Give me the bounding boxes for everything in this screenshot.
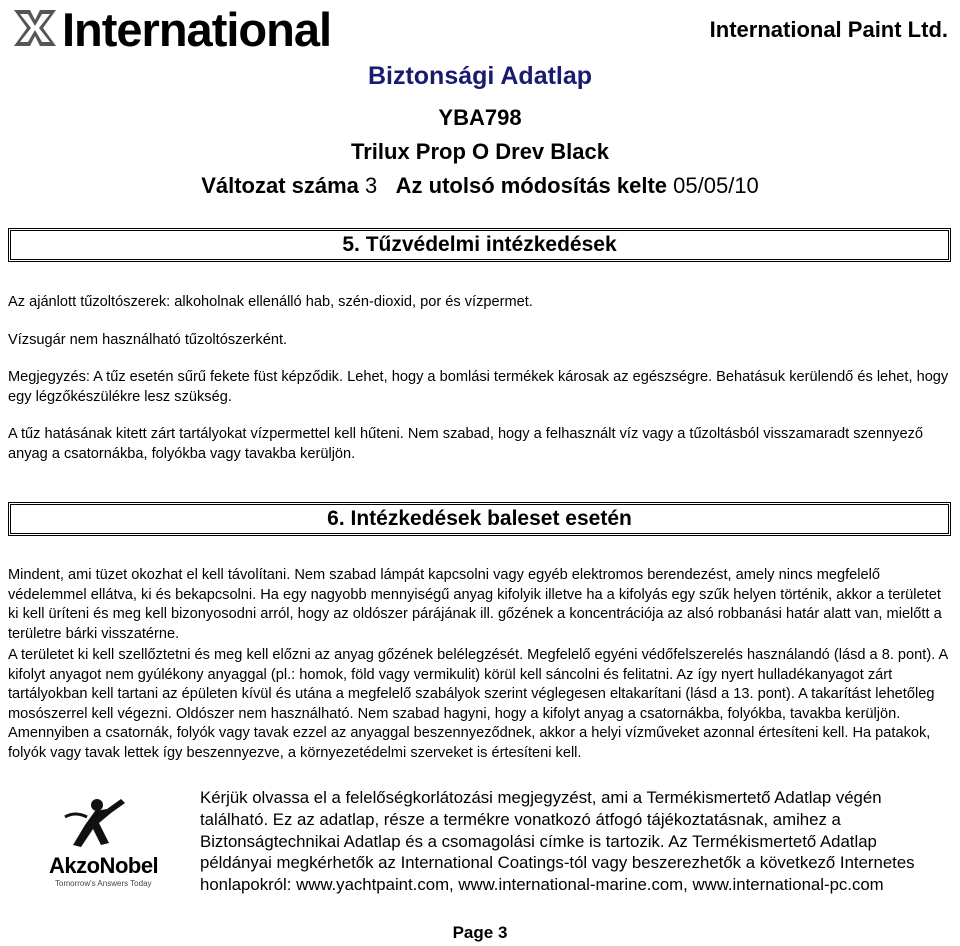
akzonobel-figure-icon xyxy=(55,795,135,850)
section-6-paragraph: A területet ki kell szellőztetni és meg kell előzni az anyag gőzének belélegzését. Megfelelő egyéni védőfelszerelés használandó (lásd a 8. pont). A kifolyt anyagot nem gyúlékony anyaggal (pl.: homok, föld vagy vermikulit) körül kell sáncolni és felitatni. Az így nyert hulladékanyagot zárt tartályokban kell tartani az épületen kívül és utána a megfelelő szabályok szerint véglegesen eltakarítani (lásd a 13. pont). A takarítást lehetőleg mosószerrel kell végezni. Oldószer nem használható. Nem szabad hagyni, hogy a kifolyt anyag a csatornákba, folyókba, tavakba kerüljön. Amennyiben a csatornák, folyók vagy tavak ezzel az anyaggal beszennyeződnek, akkor a helyi vízműveket azonnal értesíteni kell. Ha patakok, folyók vagy tavak lettek így beszennyezve, a környezetédelmi szerveket is értesíteni kell. xyxy=(8,647,948,761)
section-6-heading: 6. Intézkedések baleset esetén xyxy=(8,502,951,536)
version-line xyxy=(0,173,960,199)
akzonobel-wordmark: AkzoNobel xyxy=(49,853,159,878)
page-number: Page 3 xyxy=(452,923,508,942)
section-5-paragraph: Az ajánlott tűzoltószerek: alkoholnak ellenálló hab, szén-dioxid, por és vízpermet. xyxy=(8,294,533,310)
section-5-paragraph: Vízsugár nem használható tűzoltószerként. xyxy=(8,332,288,348)
section-6-paragraph: Mindent, ami tüzet okozhat el kell távolítani. Nem szabad lámpát kapcsolni vagy egyéb elektromos berendezést, amely nincs megfelelő védelemmel ellátva, ki és bekapcsolni. Ha egy nagyobb mennyiségű anyag kifolyik illetve ha a kifolyás egy szűk helyen történik, akkor a területet ki kell üríteni és meg kell bizonyosodni arról, hogy az oldószer párájának ill. gőzének a koncentrációja az alsó robbanási határ alatt van, mielőtt a területre bárki visszatérne. xyxy=(8,567,942,642)
company-name: International Paint Ltd. xyxy=(709,17,948,42)
modified-label: Az utolsó módosítás kelte xyxy=(395,173,668,198)
akzonobel-logo xyxy=(35,795,165,895)
section-5-paragraph: Megjegyzés: A tűz esetén sűrű fekete füst képződik. Lehet, hogy a bomlási termékek károsak az egészségre. Behatásuk kerülendő és lehet, hogy egy légzőkészülékre lesz szükség. xyxy=(8,369,949,405)
akzonobel-tagline: Tomorrow's Answers Today xyxy=(55,879,152,888)
brand-wordmark: International xyxy=(62,3,332,56)
section-5-heading: 5. Tűzvédelmi intézkedések xyxy=(8,228,951,262)
document-title: Biztonsági Adatlap xyxy=(367,62,593,90)
international-x-icon xyxy=(10,6,60,50)
product-name: Trilux Prop O Drev Black xyxy=(351,139,609,164)
international-logo xyxy=(10,2,350,54)
modified-value: 05/05/10 xyxy=(673,173,759,198)
product-code: YBA798 xyxy=(438,105,522,130)
version-value: 3 xyxy=(365,173,378,198)
disclaimer-text: Kérjük olvassa el a felelőségkorlátozási megjegyzést, ami a Termékismertető Adatlap végén található. Ez az adatlap, része a termékre vonatkozó átfogó tájékoztatásnak, amihez a Biztonságtechnikai Adatlap és a csomagolási címke is tartozik. Az Termékismertető Adatlap példányai megkérhetők az International Coatings-tól vagy beszerezhetők a következő Internetes honlapokról: www.yachtpaint.com, www.international-marine.com, www.international-pc.com xyxy=(200,788,915,895)
version-label: Változat száma xyxy=(201,173,359,198)
section-5-paragraph: A tűz hatásának kitett zárt tartályokat vízpermettel kell hűteni. Nem szabad, hogy a felhasznált víz vagy a tűzoltásból visszamaradt szennyező anyag a csatornákba, folyókba vagy tavakba kerüljön. xyxy=(8,426,924,462)
